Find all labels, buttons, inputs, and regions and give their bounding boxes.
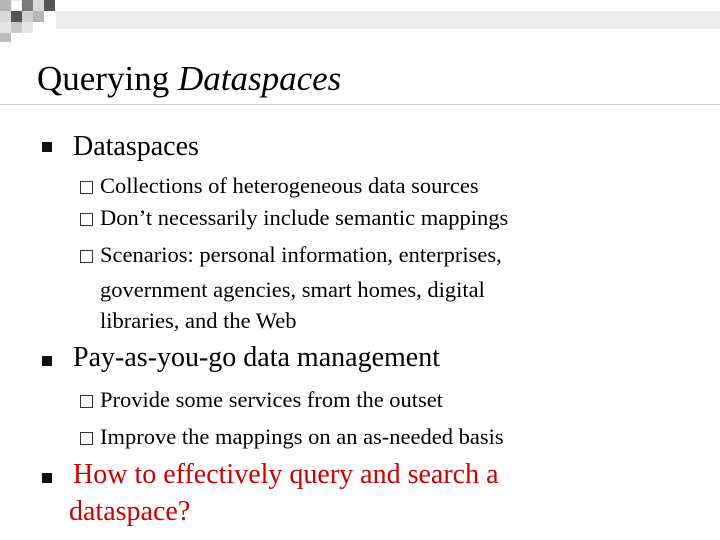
bullet-dataspaces: Dataspaces — [73, 131, 199, 162]
bullet-pay-as-you-go: Pay-as-you-go data management — [73, 342, 440, 373]
sub-bullet-mappings: Don’t necessarily include semantic mappings — [100, 205, 509, 230]
question-line1: How to effectively query and search a — [73, 459, 499, 490]
sub-bullet-scenarios-line3: libraries, and the Web — [100, 308, 297, 333]
bullet-square-icon — [42, 142, 52, 152]
sub-bullet-box-icon — [80, 181, 93, 194]
decorative-header-squares — [0, 0, 720, 42]
question-line2: dataspace? — [69, 496, 191, 527]
sub-bullet-box-icon — [80, 395, 93, 408]
bullet-square-icon — [42, 356, 52, 366]
sub-bullet-improve: Improve the mappings on an as-needed basis — [100, 424, 504, 449]
bullet-square-icon — [42, 473, 52, 483]
sub-bullet-box-icon — [80, 250, 93, 263]
title-normal-text: Querying — [37, 59, 178, 98]
slide-title — [37, 60, 341, 99]
sub-bullet-box-icon — [80, 432, 93, 445]
sub-bullet-box-icon — [80, 213, 93, 226]
sub-bullet-scenarios-line2: government agencies, smart homes, digital — [100, 277, 485, 302]
title-italic-text: Dataspaces — [177, 59, 342, 98]
sub-bullet-collections: Collections of heterogeneous data sources — [100, 173, 479, 198]
sub-bullet-provide: Provide some services from the outset — [100, 387, 444, 412]
sub-bullet-scenarios-line1: Scenarios: personal information, enterprises, — [100, 242, 502, 267]
title-divider — [0, 104, 720, 105]
